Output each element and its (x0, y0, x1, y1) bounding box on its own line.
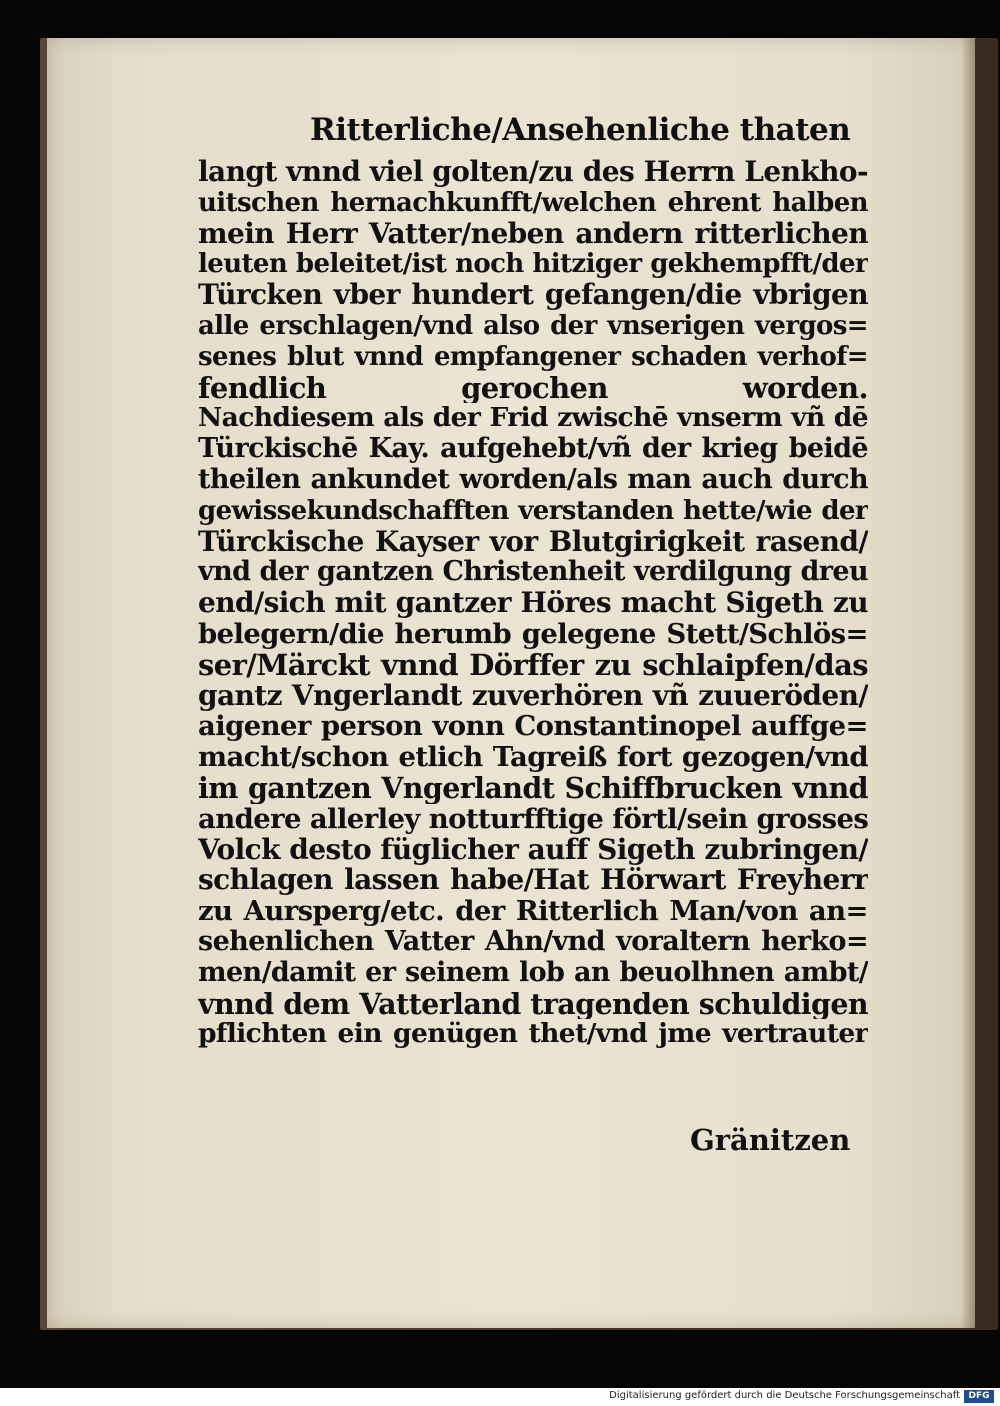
digitization-footer (0, 1388, 1000, 1406)
running-head: Ritterliche/Ansehenliche thaten (310, 112, 851, 148)
text-line: alle erschlagen/vnd also der vnserigen vergos= (198, 310, 868, 341)
text-line: pflichten ein genügen thet/vnd jme vertrauter (198, 1019, 868, 1050)
text-line: andere allerley notturfftige förtl/sein grosses (198, 803, 868, 835)
text-line: belegern/die herumb gelegene Stett/Schlös= (198, 618, 868, 650)
text-line: zu Aursperg/etc. der Ritterlich Man/von an= (198, 896, 868, 927)
text-line: senes blut vnnd empfangener schaden verhof= (198, 341, 868, 372)
text-line: Volck desto füglicher auff Sigeth zubringen/ (198, 834, 868, 866)
text-line: langt vnnd viel golten/zu des Herrn Lenkho- (198, 157, 868, 188)
text-line: aigener person vonn Constantinopel auffge= (198, 711, 868, 743)
text-line: ser/Märckt vnnd Dörffer zu schlaipfen/das (198, 649, 868, 681)
text-line: leuten beleitet/ist noch hitziger gekhempfft/der (198, 249, 868, 280)
catchword: Gränitzen (690, 1123, 851, 1157)
text-line: men/damit er seinem lob an beuolhnen ambt/ (198, 957, 868, 988)
text-line: schlagen lassen habe/Hat Hörwart Freyherr (198, 865, 868, 897)
text-line: Türckischē Kay. aufgehebt/vñ der krieg beidē (198, 434, 868, 465)
text-line: gewissekundschafften verstanden hette/wie der (198, 495, 868, 526)
text-line: mein Herr Vatter/neben andern ritterlichen (198, 218, 868, 250)
text-line: vnnd dem Vatterland tragenden schuldigen (198, 988, 868, 1020)
text-line: macht/schon etlich Tagreiß fort gezogen/vnd (198, 742, 868, 773)
text-line: im gantzen Vngerlandt Schiffbrucken vnnd (198, 772, 868, 804)
page-text-block (198, 157, 868, 1050)
text-line: gantz Vngerlandt zuverhören vñ zuueröden/ (198, 680, 868, 712)
text-line: Nachdiesem als der Frid zwischē vnserm vñ dē (198, 403, 868, 434)
page-gutter-shadow (961, 38, 975, 1328)
text-line: uitschen hernachkunfft/welchen ehrent halben (198, 187, 868, 218)
text-line: end/sich mit gantzer Höres macht Sigeth zu (198, 588, 868, 619)
funding-credit: Digitalisierung gefördert durch die Deutsche Forschungsgemeinschaft (609, 1390, 960, 1401)
text-line: fendlich gerochen worden. (198, 372, 868, 404)
text-line: theilen ankundet worden/als man auch durch (198, 464, 868, 495)
text-line: vnd der gantzen Christenheit verdilgung dreu (198, 557, 868, 588)
text-line: Türcken vber hundert gefangen/die vbrigen (198, 280, 868, 311)
dfg-logo-icon: DFG (964, 1390, 994, 1403)
text-line: sehenlichen Vatter Ahn/vnd voraltern herko= (198, 926, 868, 957)
text-line: Türckische Kayser vor Blutgirigkeit rasend/ (198, 526, 868, 558)
